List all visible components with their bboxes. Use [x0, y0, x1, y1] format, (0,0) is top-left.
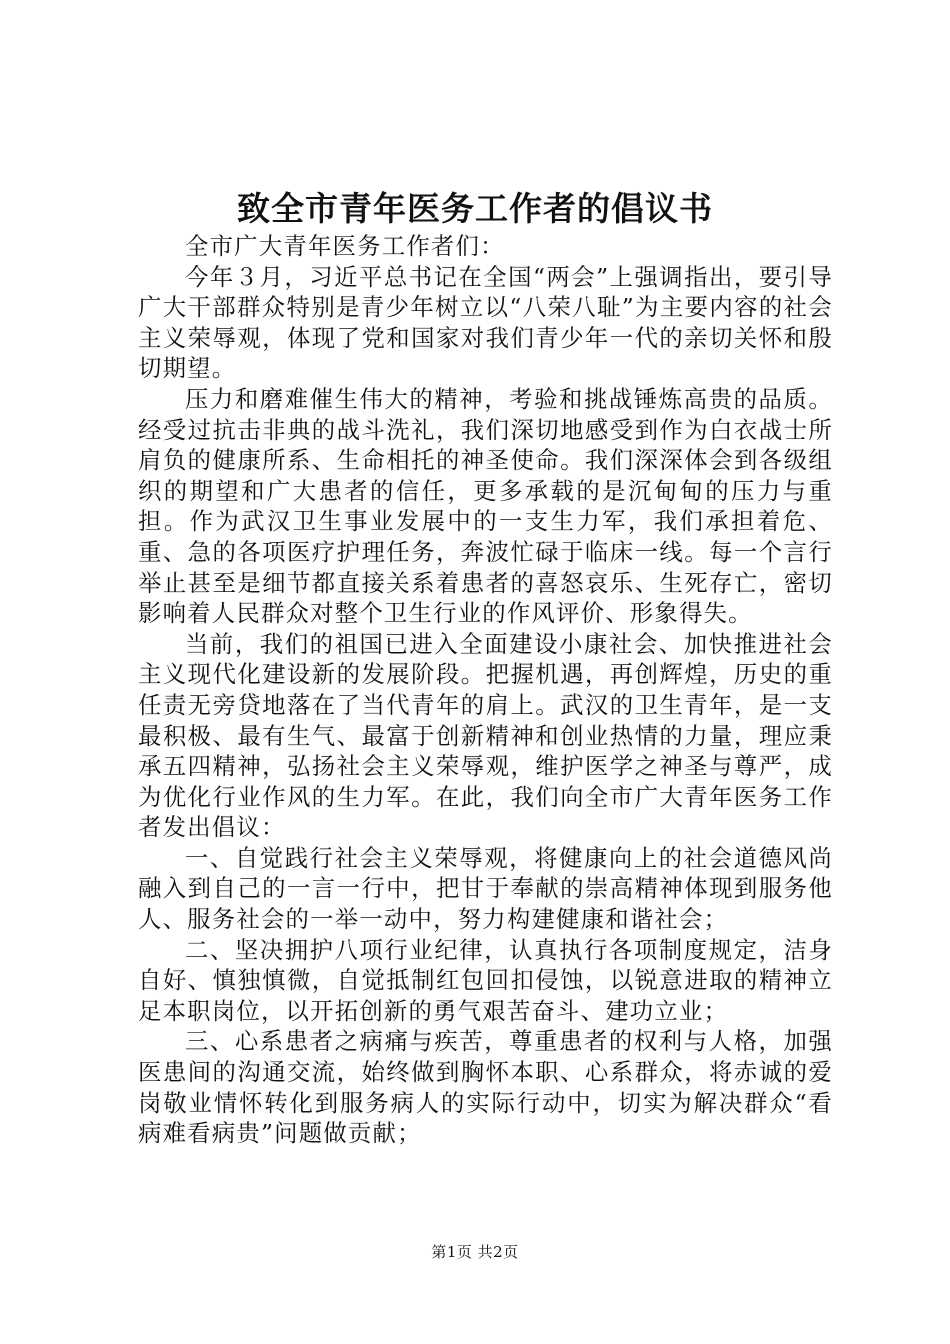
proposal-item-2: 二、坚决拥护八项行业纪律，认真执行各项制度规定，洁身自好、慎独慎微，自觉抵制红包回扣侵蚀，以锐意进取的精神立足本职岗位，以开拓创新的勇气艰苦奋斗、建功立业；: [138, 935, 833, 1025]
document-title: 致全市青年医务工作者的倡议书: [237, 189, 713, 228]
salutation-paragraph: 全市广大青年医务工作者们：: [185, 232, 505, 260]
proposal-item-1: 一、自觉践行社会主义荣辱观，将健康向上的社会道德风尚融入到自己的一言一行中，把甘于奉献的崇高精神体现到服务他人、服务社会的一举一动中，努力构建健康和谐社会；: [138, 843, 833, 934]
proposal-item-3: 三、心系患者之病痛与疾苦，尊重患者的权利与人格，加强医患间的沟通交流，始终做到胸怀本职、心系群众，将赤诚的爱岗敬业情怀转化到服务病人的实际行动中，切实为解决群众“看病难看病贵”问题做贡献；: [138, 1027, 833, 1148]
body-paragraph: 今年３月，习近平总书记在全国“两会”上强调指出，要引导广大干部群众特别是青少年树立以“八荣八耻”为主要内容的社会主义荣辱观，体现了党和国家对我们青少年一代的亲切关怀和殷切期望。: [138, 262, 833, 383]
page-footer: 第1页 共2页: [431, 1243, 519, 1261]
document-body: [138, 231, 833, 1149]
body-paragraph: 当前，我们的祖国已进入全面建设小康社会、加快推进社会主义现代化建设新的发展阶段。把握机遇，再创辉煌，历史的重任责无旁贷地落在了当代青年的肩上。武汉的卫生青年，是一支最积极、最有生气、最富于创新精神和创业热情的力量，理应秉承五四精神，弘扬社会主义荣辱观，维护医学之神圣与尊严，成为优化行业作风的生力军。在此，我们向全市广大青年医务工作者发出倡议：: [138, 629, 833, 842]
body-paragraph: 压力和磨难催生伟大的精神，考验和挑战锤炼高贵的品质。经受过抗击非典的战斗洗礼，我们深切地感受到作为白衣战士所肩负的健康所系、生命相托的神圣使命。我们深深体会到各级组织的期望和广大患者的信任，更多承载的是沉甸甸的压力与重担。作为武汉卫生事业发展中的一支生力军，我们承担着危、重、急的各项医疗护理任务，奔波忙碌于临床一线。每一个言行举止甚至是细节都直接关系着患者的喜怒哀乐、生死存亡，密切影响着人民群众对整个卫生行业的作风评价、形象得失。: [138, 384, 833, 628]
